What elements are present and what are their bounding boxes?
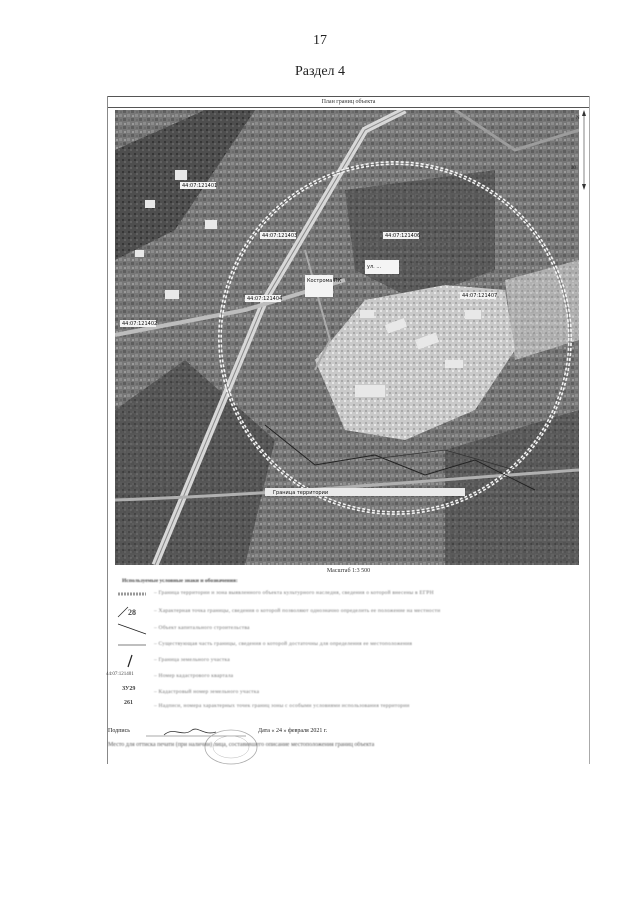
legend-text: – Надписи, номера характерных точек границ зоны с особыми условиями использования территории: [154, 703, 410, 709]
page-number: 17: [313, 33, 327, 48]
cadastral-label-6: 44:07:121407: [462, 293, 498, 299]
legend-heading: Используемые условные знаки и обозначения:: [122, 578, 238, 584]
photo-label-boundary: Граница территории: [273, 490, 329, 496]
legend-item: [108, 686, 589, 700]
boundary-plan-sheet: [107, 96, 590, 764]
footer-note: Место для оттиска печати (при наличии) лица, составившего описание местоположения границ объекта: [108, 742, 375, 748]
aerial-photo: [115, 110, 579, 565]
plan-title: План границ объекта: [108, 96, 589, 108]
signature-label: Подпись: [108, 728, 131, 734]
photo-label-object: Кострома ПК: [307, 278, 342, 284]
legend-text: – Кадастровый номер земельного участка: [154, 689, 260, 695]
legend-symbol-parcel-number: ЗУ29: [122, 686, 136, 692]
side-label-top: N: [576, 116, 580, 121]
legend-text: – Объект капитального строительства: [154, 625, 250, 631]
legend-item: [108, 670, 589, 684]
cadastral-label-4: 44:07:121404: [247, 296, 283, 302]
signature-date: Дата « 24 » февраля 2021 г.: [258, 728, 328, 734]
legend-text: – Граница территории и зона выявленного объекта культурного наследия, сведения о которой внесены в ЕГРН: [154, 590, 434, 596]
cadastral-label-1: 44:07:121401: [182, 183, 218, 189]
legend-text: – Граница земельного участка: [154, 657, 230, 663]
section-title: Раздел 4: [294, 64, 346, 79]
legend-item: [108, 587, 589, 601]
north-arrow-scale: [571, 110, 589, 190]
scale-caption: Масштаб 1:3 500: [326, 568, 371, 574]
legend-item: [108, 605, 589, 619]
legend-text: – Характерная точка границы, сведения о которой позволяют однозначно определить ее положение на местности: [154, 608, 441, 614]
legend-symbol-point: [114, 605, 150, 619]
legend-symbol-building: [114, 622, 150, 636]
cadastral-label-5: 44:07:121402: [122, 321, 158, 327]
legend-symbol-point-number: 261: [124, 700, 133, 706]
side-label-bottom: 30: [571, 166, 576, 171]
legend-symbol-border: [114, 587, 150, 601]
legend-text: – Номер кадастрового квартала: [154, 673, 234, 679]
cadastral-label-2: 44:07:121403: [262, 233, 298, 239]
legend-symbol-quarter: 44:07:121401: [106, 672, 134, 677]
legend-item: [108, 638, 589, 652]
legend-item: [108, 654, 589, 668]
signature-line: [108, 724, 589, 740]
legend-item: [108, 700, 589, 714]
legend-symbol-existing: [114, 638, 150, 652]
cadastral-label-3: 44:07:121406: [385, 233, 421, 239]
legend-item: [108, 622, 589, 636]
legend-symbol-parcel: [114, 654, 150, 668]
photo-label-street: ул. ...: [367, 264, 382, 270]
legend-symbol-text: 28: [128, 608, 136, 617]
legend-text: – Существующая часть границы, сведения о которой достаточны для определения ее местоположения: [154, 641, 413, 647]
